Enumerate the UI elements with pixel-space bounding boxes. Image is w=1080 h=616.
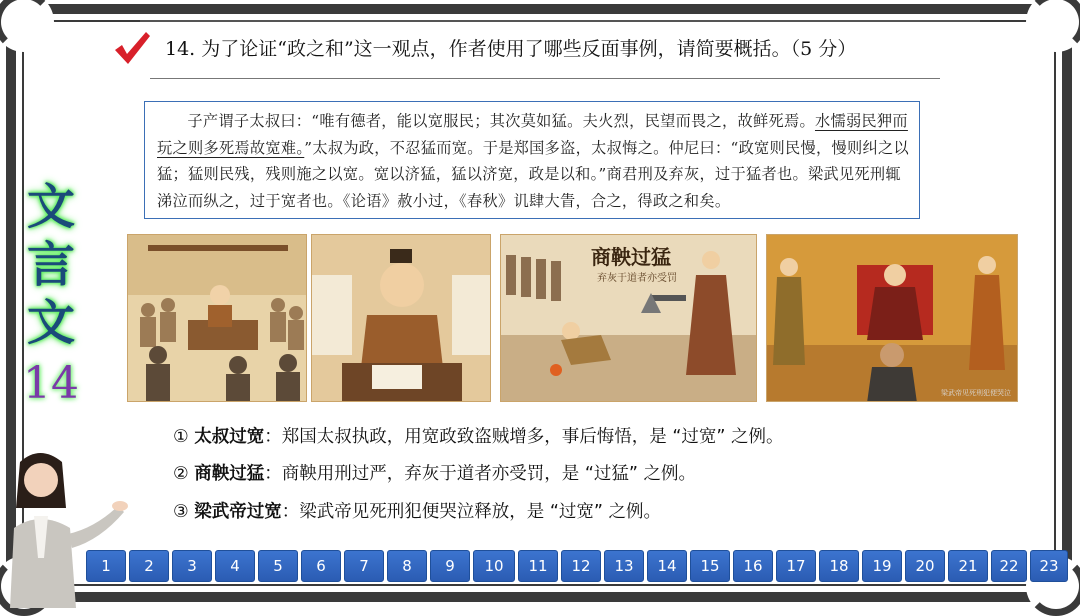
page-button-16[interactable]: 16 <box>733 550 773 582</box>
illustration-official-writing <box>311 234 491 402</box>
answer-text: ：郑国太叔执政，用宽政致盗贼增多，事后悔悟，是 “过宽” 之例。 <box>264 427 784 447</box>
page-button-17[interactable]: 17 <box>776 550 816 582</box>
passage-text-2: ”太叔为政，不忍猛而宽。于是郑国多盗，太叔悔之。仲尼曰：“政宽则民慢，慢则纠之以猛；猛则民残，残则施之以宽。宽以济猛，猛以济宽，政是以和。”商君刑及弃灰，过于猛者也。梁武见死刑辄涕泣而纵之，过于宽者也。《论语》赦小过，《春秋》讥肆大眚，合之，得政之和矣。 <box>157 138 909 210</box>
answer-item <box>173 423 784 448</box>
answer-item <box>173 460 696 485</box>
page-button-9[interactable]: 9 <box>430 550 470 582</box>
answer-keyword: 太叔过宽 <box>194 427 265 447</box>
illustration-emperor-wu <box>766 234 1018 402</box>
answer-item <box>173 498 661 523</box>
page-button-4[interactable]: 4 <box>215 550 255 582</box>
page-button-13[interactable]: 13 <box>604 550 644 582</box>
page-button-2[interactable]: 2 <box>129 550 169 582</box>
page-button-18[interactable]: 18 <box>819 550 859 582</box>
illustration-shang-yang <box>500 234 757 402</box>
answer-text: ：梁武帝见死刑犯便哭泣释放，是 “过宽” 之例。 <box>281 502 662 522</box>
passage-text-1: 子产谓子太叔曰：“唯有德者，能以宽服民；其次莫如猛。夫火烈，民望而畏之，故鲜死焉。 <box>187 112 815 130</box>
answer-keyword: 梁武帝过宽 <box>194 502 282 522</box>
question-underline <box>150 78 940 79</box>
page-button-11[interactable]: 11 <box>518 550 558 582</box>
page-button-19[interactable]: 19 <box>862 550 902 582</box>
page-button-6[interactable]: 6 <box>301 550 341 582</box>
page-navigation <box>86 550 1068 584</box>
page-button-21[interactable]: 21 <box>948 550 988 582</box>
presenter-avatar <box>0 448 130 608</box>
side-title-char: 文 <box>26 179 75 235</box>
checkmark-icon <box>112 28 152 68</box>
page-button-12[interactable]: 12 <box>561 550 601 582</box>
page-button-15[interactable]: 15 <box>690 550 730 582</box>
page-button-1[interactable]: 1 <box>86 550 126 582</box>
illustration-title: 商鞅过猛 <box>591 245 671 269</box>
passage-underlined-text: 水懦弱民狎而玩之则多死焉故宽难。 <box>157 112 908 157</box>
illustration-subtitle: 弃灰于道者亦受罚 <box>597 273 677 284</box>
answer-text: ：商鞅用刑过严，弃灰于道者亦受罚，是 “过猛” 之例。 <box>264 464 697 484</box>
answer-number: ① <box>173 427 189 447</box>
top-divider <box>140 20 980 22</box>
answer-number: ② <box>173 464 189 484</box>
answer-number: ③ <box>173 502 189 522</box>
page-button-20[interactable]: 20 <box>905 550 945 582</box>
page-button-10[interactable]: 10 <box>473 550 515 582</box>
illustration-caption: 梁武帝见死刑犯便哭泣 <box>941 389 1011 397</box>
question-title: 14. 为了论证“政之和”这一观点，作者使用了哪些反面事例，请简要概括。（5 分） <box>165 38 857 60</box>
page-button-22[interactable]: 22 <box>991 550 1027 582</box>
page-button-7[interactable]: 7 <box>344 550 384 582</box>
side-number: 14 <box>23 358 79 409</box>
illustration-court-scene <box>127 234 307 402</box>
page-button-14[interactable]: 14 <box>647 550 687 582</box>
page-button-5[interactable]: 5 <box>258 550 298 582</box>
classical-passage <box>144 101 920 219</box>
side-title-char: 文 <box>26 295 75 351</box>
page-button-8[interactable]: 8 <box>387 550 427 582</box>
side-title <box>18 178 84 352</box>
page-button-23[interactable]: 23 <box>1030 550 1068 582</box>
page-button-3[interactable]: 3 <box>172 550 212 582</box>
answer-keyword: 商鞅过猛 <box>194 464 265 484</box>
side-title-char: 言 <box>26 237 75 293</box>
